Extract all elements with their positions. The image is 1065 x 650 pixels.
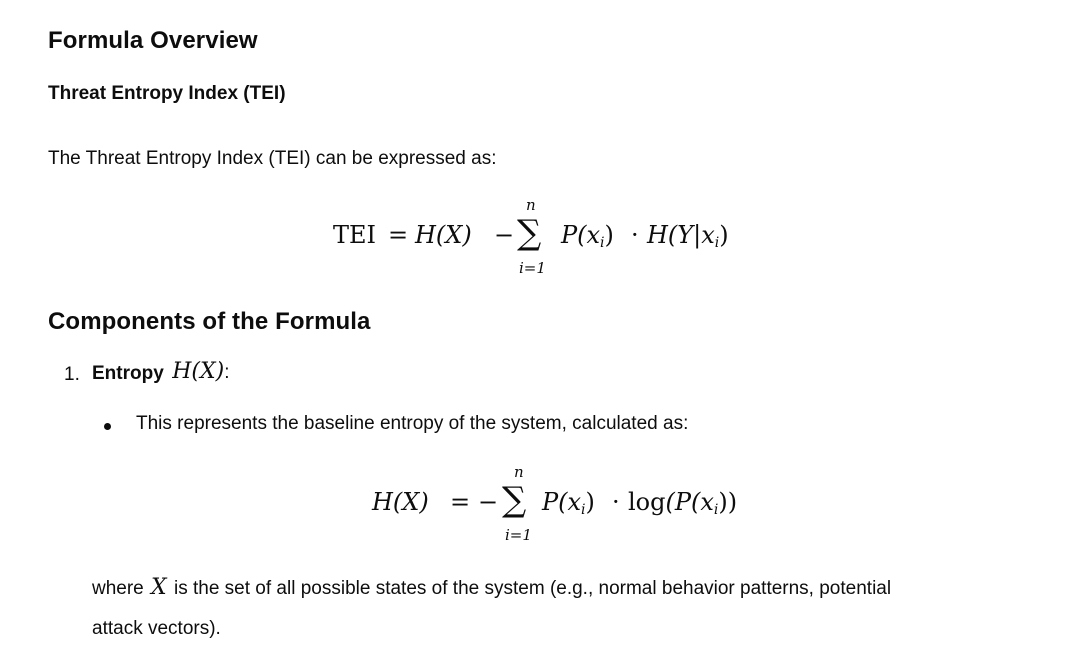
where-paragraph-line1 — [92, 575, 891, 600]
subscript-i: i — [600, 235, 605, 251]
where-prefix: where — [92, 578, 144, 599]
tei-subheading: Threat Entropy Index (TEI) — [48, 83, 286, 104]
entropy-sum-symbol: ∑ — [502, 480, 527, 520]
sum-lower-limit: i=1 — [519, 259, 546, 277]
list-item-entropy — [92, 359, 230, 384]
sum-upper-limit: n — [526, 196, 536, 214]
components-heading: Components of the Formula — [48, 308, 371, 335]
entropy-lhs: H(X) — [372, 488, 429, 516]
subscript-i: i — [714, 235, 720, 251]
entropy-sum-lower: i=1 — [505, 526, 532, 544]
intro-paragraph: The Threat Entropy Index (TEI) can be expressed as: — [48, 148, 497, 169]
formula-term-p — [561, 221, 614, 251]
where-paragraph-line2: attack vectors). — [92, 618, 221, 639]
list-item-colon: : — [224, 362, 230, 383]
entropy-log — [628, 488, 737, 518]
list-item-number: 1. — [64, 364, 80, 385]
formula-hx: H(X) — [415, 221, 472, 249]
entropy-term-p — [542, 488, 595, 518]
entropy-log-arg: (P(x — [665, 488, 714, 516]
entropy-log-close: )) — [718, 488, 738, 516]
term-p-text: P(x — [561, 221, 601, 249]
entropy-minus: − — [478, 488, 499, 516]
entropy-term-p-close: ) — [585, 488, 595, 516]
entropy-equals: = — [450, 488, 471, 516]
list-item-math: H(X) — [172, 359, 225, 384]
where-line1-rest: is the set of all possible states of the system (e.g., normal behavior patterns, potential — [173, 578, 892, 599]
where-variable: X — [151, 575, 167, 600]
formula-equals: = — [388, 221, 409, 249]
subscript-i: i — [713, 502, 719, 518]
sum-symbol: ∑ — [517, 213, 542, 253]
formula-term-h — [647, 221, 729, 251]
term-h-text: H(Y|x — [647, 221, 715, 249]
bullet-marker — [104, 423, 111, 430]
bullet-text: This represents the baseline entropy of the system, calculated as: — [136, 413, 689, 434]
entropy-dot: · — [612, 488, 620, 516]
entropy-term-p-text: P(x — [542, 488, 582, 516]
formula-dot: · — [631, 221, 639, 249]
page-title: Formula Overview — [48, 27, 258, 54]
list-item-label: Entropy — [92, 363, 164, 384]
formula-lhs: TEI — [333, 221, 377, 249]
term-h-close: ) — [719, 221, 729, 249]
formula-minus: − — [494, 221, 515, 249]
subscript-i: i — [581, 502, 586, 518]
term-p-close: ) — [604, 221, 614, 249]
log-text: log — [628, 488, 666, 516]
entropy-sum-upper: n — [514, 463, 524, 481]
